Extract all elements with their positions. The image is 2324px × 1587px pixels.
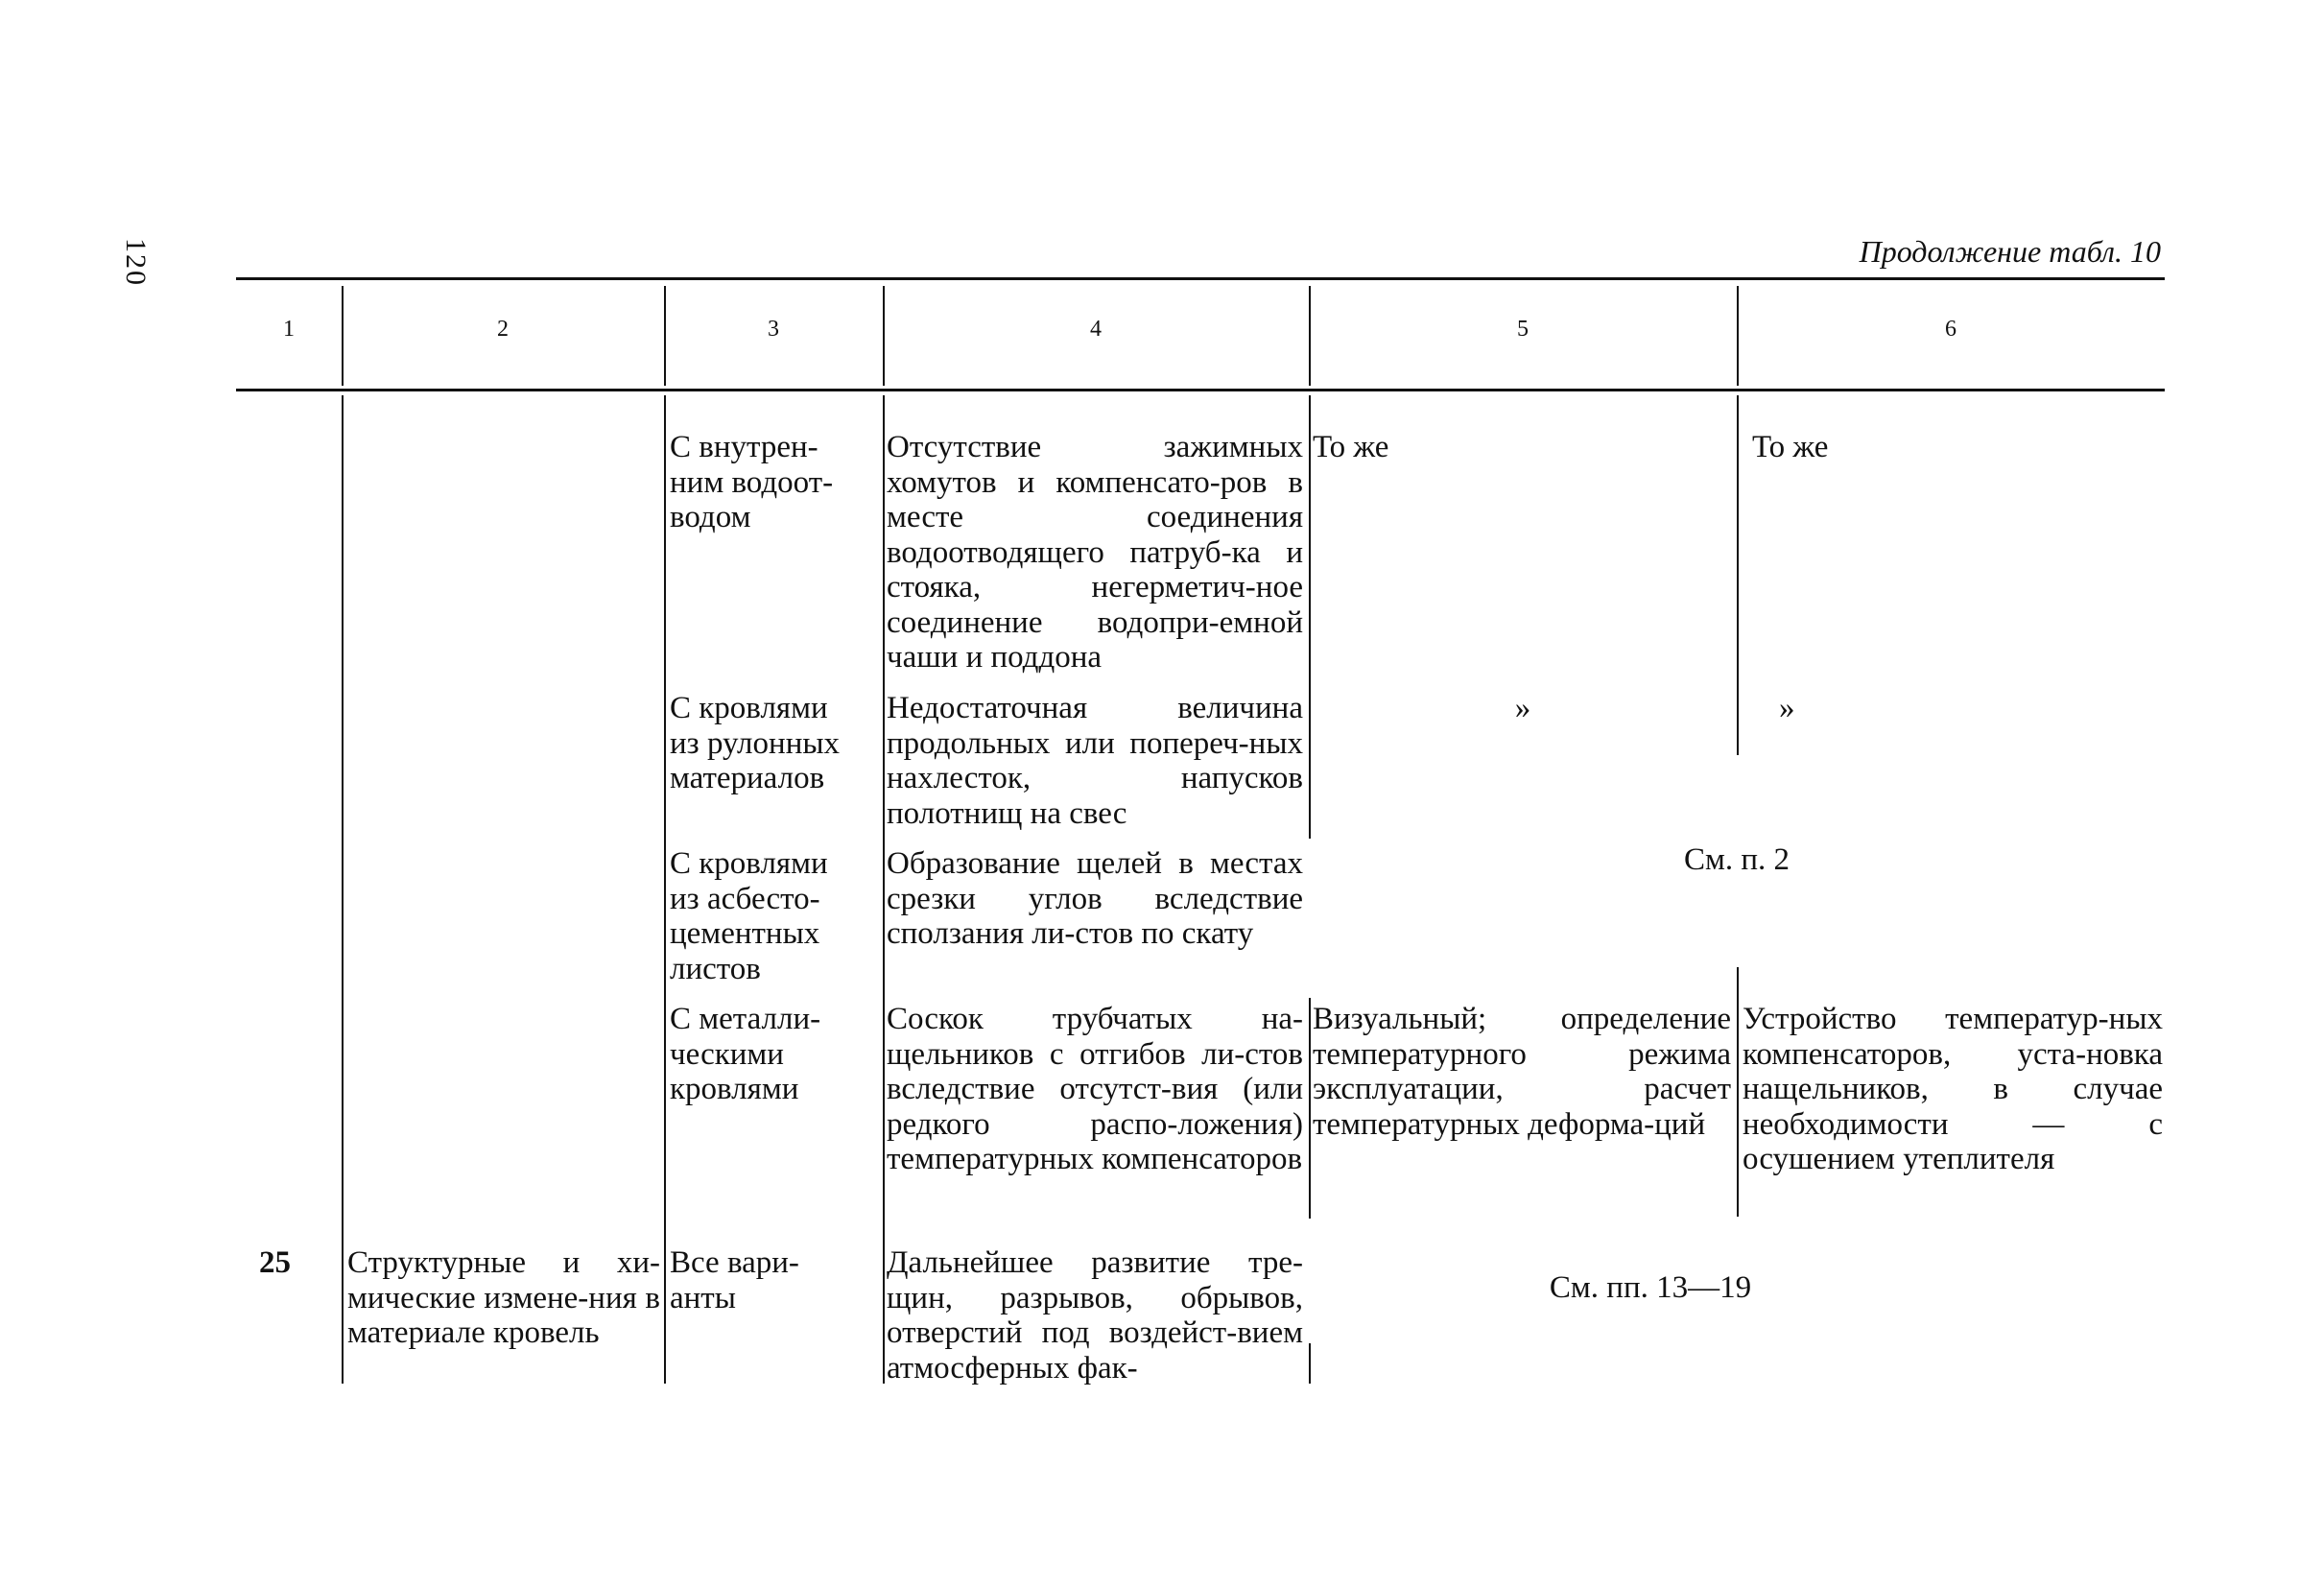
column-divider — [1737, 395, 1739, 755]
row1-col3: С внутрен- ним водоот- водом — [670, 430, 834, 534]
row4-col5: Визуальный; определение температурного режима эксплуатации, расчет температурных деформа-ций — [1313, 1002, 1731, 1142]
row3-col56: См. п. 2 — [1683, 842, 1790, 877]
column-header-4: 4 — [1090, 317, 1102, 342]
column-divider — [1309, 998, 1311, 1219]
row1-col5: То же — [1313, 430, 1389, 464]
column-divider — [1309, 1343, 1311, 1384]
table-top-rule — [236, 277, 2165, 280]
row5-col2: Структурные и хи-мические измене-ния в материале кровель — [347, 1245, 660, 1350]
row3-col4: Образование щелей в местах срезки углов вследствие сползания ли-стов по скату — [887, 846, 1303, 951]
row1-col6: То же — [1752, 430, 1829, 464]
column-divider — [342, 395, 344, 1384]
row4-col6: Устройство температур-ных компенсаторов, уста-новка нащельников, в случае необходимости — с осушением утеплителя — [1743, 1002, 2163, 1176]
row2-col3: С кровлями из рулонных материалов — [670, 691, 841, 795]
row5-col1: 25 — [259, 1245, 291, 1280]
row3-col3: С кровлями из асбесто- цементных листов — [670, 846, 828, 986]
column-header-1: 1 — [283, 317, 295, 342]
column-header-3: 3 — [768, 317, 779, 342]
row4-col4: Соскок трубчатых на-щельников с отгибов ли-стов вследствие отсутст-вия (или редкого распо-ложения) температурных компенсаторов — [887, 1002, 1303, 1176]
row5-col3: Все вари- анты — [670, 1245, 799, 1315]
table-caption: Продолжение табл. 10 — [1859, 234, 2161, 269]
row5-col4: Дальнейшее развитие тре-щин, разрывов, обрывов, отверстий под воздейст-вием атмосферных фак- — [887, 1245, 1303, 1386]
row5-col56: См. пп. 13—19 — [1549, 1270, 1752, 1305]
page-number: 120 — [120, 238, 152, 287]
header-bottom-rule — [236, 389, 2165, 391]
row4-col3: С металли- ческими кровлями — [670, 1002, 821, 1106]
column-divider — [883, 395, 885, 1384]
row2-col5: » — [1514, 691, 1531, 725]
column-header-6: 6 — [1945, 317, 1956, 342]
column-header-5: 5 — [1517, 317, 1529, 342]
column-divider — [1309, 395, 1311, 839]
row2-col4: Недостаточная величина продольных или попереч-ных нахлесток, напусков полотнищ на свес — [887, 691, 1303, 831]
column-divider — [1737, 967, 1739, 1217]
column-header-2: 2 — [497, 317, 509, 342]
row1-col4: Отсутствие зажимных хомутов и компенсато-ров в месте соединения водоотводящего патруб-ка и стояка, негерметич-ное соединение водопри-емной чаши и поддона — [887, 430, 1303, 675]
row2-col6: » — [1779, 691, 1795, 725]
column-divider — [664, 395, 666, 1384]
